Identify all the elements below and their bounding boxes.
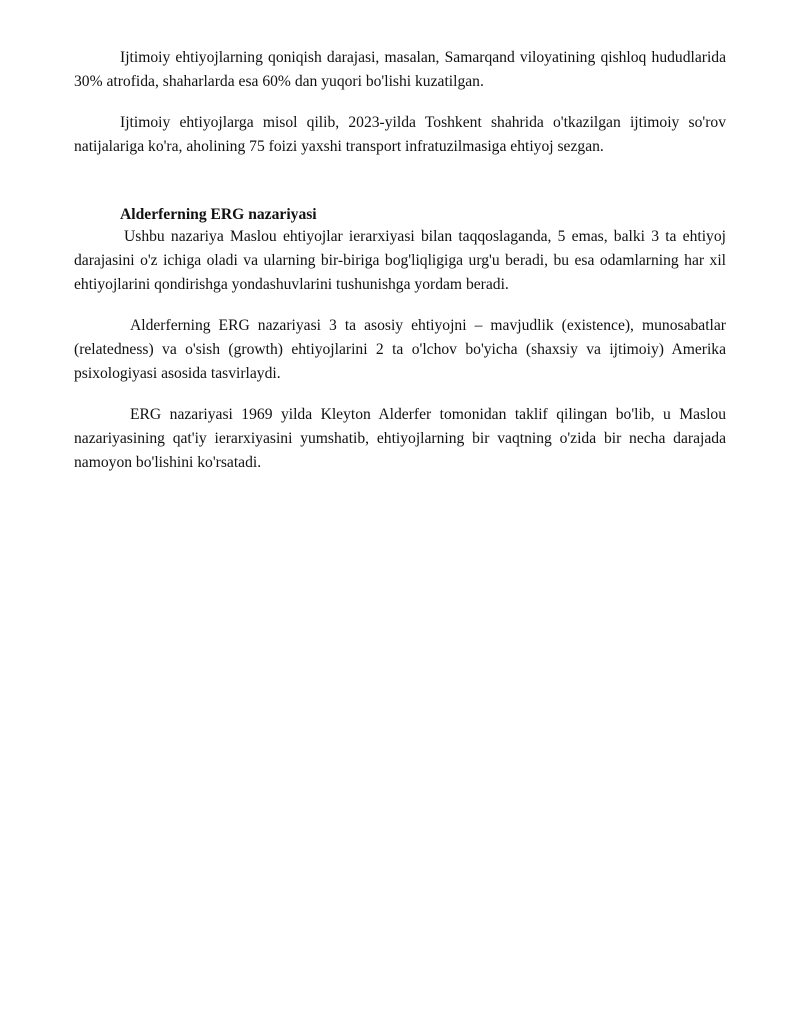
paragraph-erg-history: ERG nazariyasi 1969 yilda Kleyton Alderfer tomonidan taklif qilingan bo'lib, u Maslou nazariyasining qat'iy ierarxiyasini yumshatib, ehtiyojlarning bir vaqtning o'zida bir necha darajada namoyon bo'lishini ko'rsatadi. — [74, 406, 726, 471]
paragraph-erg-needs: Alderferning ERG nazariyasi 3 ta asosiy ehtiyojni – mavjudlik (existence), munosabatlar (relatedness) va o'sish (growth) ehtiyojlarini 2 ta o'lchov bo'yicha (shaxsiy va ijtimoiy) Amerika psixologiyasi asosida tasvirlaydi. — [74, 317, 726, 382]
paragraph-erg-comparison: Ushbu nazariya Maslou ehtiyojlar ierarxiyasi bilan taqqoslaganda, 5 emas, balki 3 ta ehtiyoj darajasini o'z ichiga oladi va ularning bir-biriga bog'liqligiga urg'u beradi, bu esa odamlarning har xil ehtiyojlarini qondirishga yondashuvlarini tushunishga yordam beradi. — [74, 228, 726, 293]
section-heading: Alderferning ERG nazariyasi — [120, 206, 317, 223]
paragraph-satisfaction-levels: Ijtimoiy ehtiyojlarning qoniqish darajasi, masalan, Samarqand viloyatining qishloq hududlarida 30% atrofida, shaharlarda esa 60% dan yuqori bo'lishi kuzatilgan. — [74, 49, 726, 90]
paragraph-survey-example: Ijtimoiy ehtiyojlarga misol qilib, 2023-yilda Toshkent shahrida o'tkazilgan ijtimoiy so'rov natijalariga ko'ra, aholining 75 foizi yaxshi transport infratuzilmasiga ehtiyoj sezgan. — [74, 114, 726, 155]
